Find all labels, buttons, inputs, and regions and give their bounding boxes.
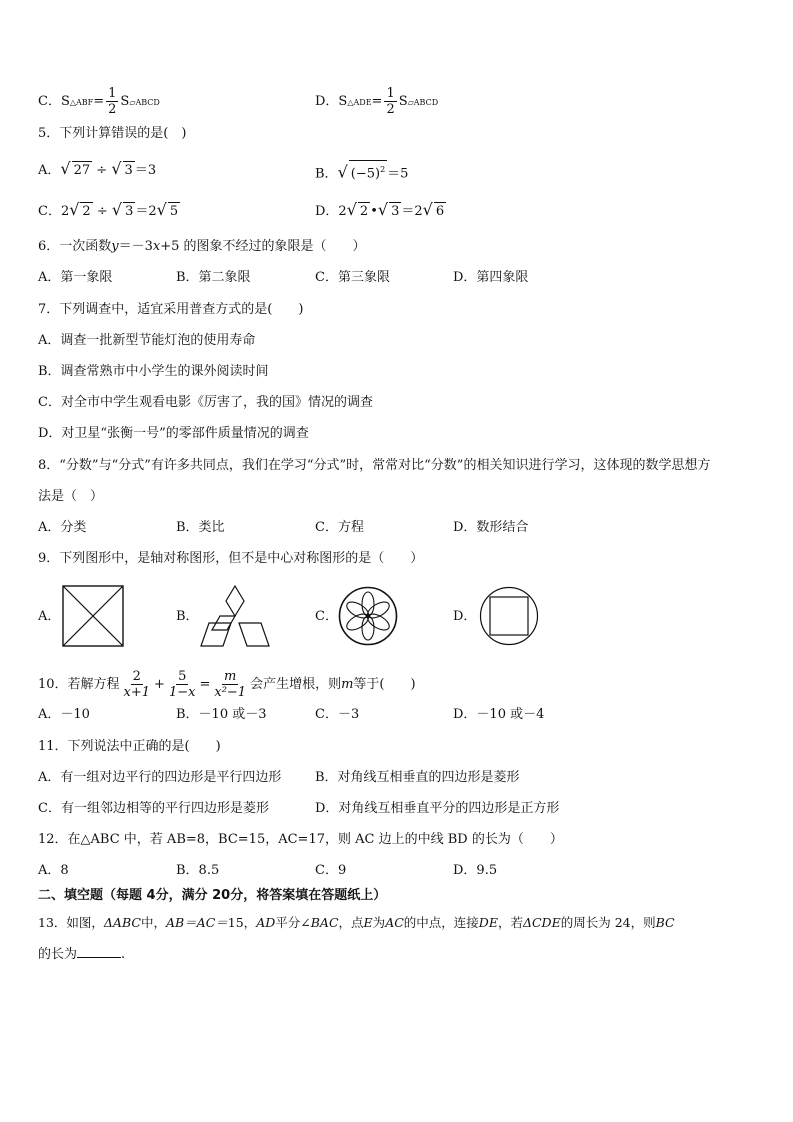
q13-stem-line2: 的长为 . [38, 947, 126, 962]
square-in-circle-figure [479, 586, 539, 646]
q12-stem: 12．在△ABC 中，若 AB=8，BC=15，AC=17，则 AC 边上的中线 BD 的长为（ ） [38, 832, 563, 847]
q7-option-c: C．对全市中学生观看电影《厉害了，我的国》情况的调查 [38, 395, 373, 410]
q10-fraction-2: $\frac{5}{1-x}$ [168, 669, 196, 700]
q9-option-b-label: B． [176, 609, 199, 624]
q12-option-c: C．9 [315, 863, 347, 878]
q4-option-c: C．S△ABF= $\frac{1}{2}$ S▱ABCD [38, 86, 160, 117]
q8-option-b: B．类比 [176, 520, 225, 535]
q7-stem: 7．下列调查中，适宜采用普查方式的是( ) [38, 302, 304, 317]
q13-stem-line1: 13．如图，ΔABC中，AB＝AC＝15，AD平分∠BAC，点E为AC的中点，连接DE，若ΔCDE的周长为 24，则BC [38, 915, 675, 930]
q7-option-b: B．调查常熟市中小学生的课外阅读时间 [38, 364, 269, 379]
q12-option-a: A．8 [38, 863, 69, 878]
q8-stem-line2: 法是（ ） [38, 489, 104, 504]
q6-option-c: C．第三象限 [315, 270, 390, 285]
flower-in-circle-figure [338, 586, 398, 646]
q11-option-b: B．对角线互相垂直的四边形是菱形 [315, 770, 520, 785]
q4-c-fraction: $\frac{1}{2}$ [108, 86, 117, 117]
q6-option-d: D．第四象限 [453, 270, 529, 285]
q8-option-c: C．方程 [315, 520, 364, 535]
q10-fraction-1: $\frac{2}{x+1}$ [123, 669, 151, 700]
q11-option-d: D．对角线互相垂直平分的四边形是正方形 [315, 801, 560, 816]
three-rhombus-figure [198, 584, 272, 648]
q5-option-a: A．√ 27 ÷ √ 3 ＝3 [38, 159, 157, 178]
square-with-diagonals-figure [62, 585, 124, 647]
section-title: 二、填空题（每题 4分，满分 20分，将答案填在答题纸上） [38, 888, 387, 903]
q10-stem: 10．若解方程 $\frac{2}{x+1}$ + $\frac{5}{1-x}$ = $\frac{m}{\text{x²−1}}$ 会产生增根，则m等于( ) [38, 669, 416, 700]
q10-option-b: B．－10 或－3 [176, 707, 267, 722]
q8-option-d: D．数形结合 [453, 520, 529, 535]
q7-option-a: A．调查一批新型节能灯泡的使用寿命 [38, 333, 256, 348]
q5-option-b: B．√ $(-5)^2 =5$ [315, 160, 408, 183]
q11-stem: 11．下列说法中正确的是( ) [38, 739, 221, 754]
q9-option-a-label: A． [38, 609, 61, 624]
q10-fraction-3: $\frac{m}{\text{x²−1}}$ [214, 669, 247, 700]
q12-option-d: D．9.5 [453, 863, 498, 878]
q9-option-d-label: D． [453, 609, 477, 624]
q6-option-a: A．第一象限 [38, 270, 113, 285]
q5-option-d: D．2√ 2 •√ 3 ＝2√ 6 [315, 200, 445, 219]
q9-stem: 9．下列图形中，是轴对称图形，但不是中心对称图形的是（ ） [38, 551, 424, 566]
q4-d-fraction: $\frac{1}{2}$ [386, 86, 395, 117]
q12-option-b: B．8.5 [176, 863, 220, 878]
q6-option-b: B．第二象限 [176, 270, 251, 285]
q5-stem: 5．下列计算错误的是( ) [38, 126, 187, 141]
q5-option-c: C．2√ 2 ÷ √ 3 ＝2√ 5 [38, 200, 179, 219]
q10-option-a: A．－10 [38, 707, 90, 722]
q8-option-a: A．分类 [38, 520, 87, 535]
q6-stem: 6．一次函数y＝－3x+5 的图象不经过的象限是（ ） [38, 239, 366, 254]
q11-option-a: A．有一组对边平行的四边形是平行四边形 [38, 770, 282, 785]
q10-option-d: D．－10 或－4 [453, 707, 545, 722]
q10-option-c: C．－3 [315, 707, 360, 722]
answer-blank[interactable] [77, 957, 121, 958]
q9-option-c-label: C． [315, 609, 338, 624]
q4-option-d: D．S△ADE= $\frac{1}{2}$ S▱ABCD [315, 86, 439, 117]
q7-option-d: D．对卫星“张衡一号”的零部件质量情况的调查 [38, 426, 309, 441]
q8-stem-line1: 8．“分数”与“分式”有许多共同点，我们在学习“分式”时，常常对比“分数”的相关知识进行学习，这体现的数学思想方 [38, 458, 711, 473]
q11-option-c: C．有一组邻边相等的平行四边形是菱形 [38, 801, 269, 816]
